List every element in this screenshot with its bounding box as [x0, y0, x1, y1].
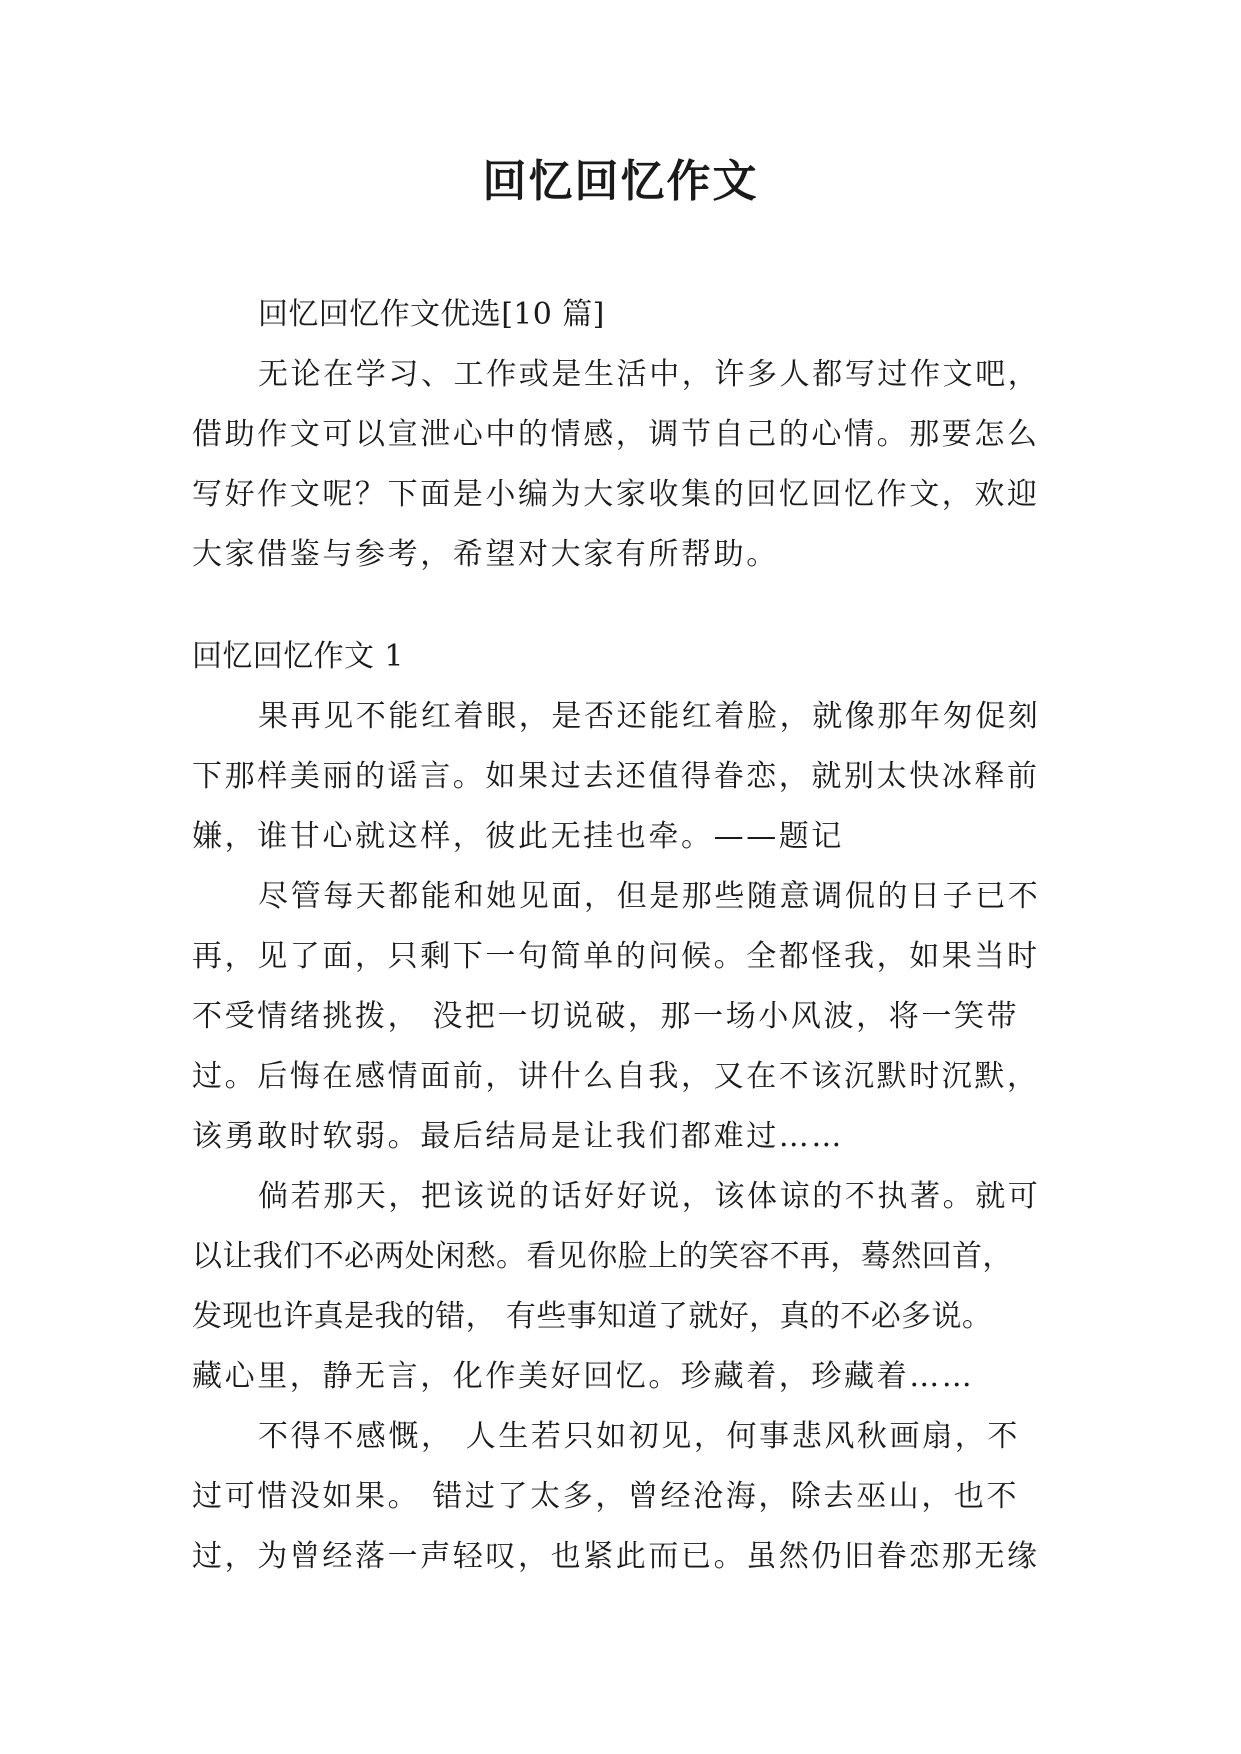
document-subtitle: 回忆回忆作文优选[10 篇] — [258, 297, 605, 332]
document-body — [192, 285, 1072, 1587]
paragraph-line: 发现也许真是我的错， 有些事知道了就好，真的不必多说。 — [192, 1299, 993, 1334]
paragraph-line: 藏心里，静无言，化作美好回忆。珍藏着，珍藏着…… — [192, 1359, 975, 1394]
document-title: 回忆回忆作文 — [482, 156, 759, 207]
paragraph-line: 倘若那天，把该说的话好好说，该体谅的不执著。就可 — [258, 1179, 1041, 1214]
essay-paragraph-3 — [192, 1167, 1072, 1407]
paragraph-line: 过。后悔在感情面前，讲什么自我，又在不该沉默时沉默， — [192, 1059, 1040, 1094]
intro-paragraph — [192, 345, 1072, 585]
paragraph-line: 过可惜没如果。 错过了太多，曾经沧海，除去巫山，也不 — [192, 1479, 1020, 1514]
intro-line: 写好作文呢？下面是小编为大家收集的回忆回忆作文，欢迎 — [192, 477, 1040, 512]
intro-line: 借助作文可以宣泄心中的情感，调节自己的心情。那要怎么 — [192, 417, 1040, 452]
essay-paragraph-1 — [192, 687, 1072, 867]
paragraph-line: 该勇敢时软弱。最后结局是让我们都难过…… — [192, 1119, 844, 1154]
paragraph-line: 以让我们不必两处闲愁。看见你脸上的笑容不再，蓦然回首， — [192, 1239, 1013, 1274]
intro-line: 无论在学习、工作或是生活中，许多人都写过作文吧， — [258, 357, 1041, 392]
essay-paragraph-4 — [192, 1407, 1072, 1587]
paragraph-line: 不得不感慨， 人生若只如初见，何事悲风秋画扇，不 — [258, 1419, 1020, 1454]
paragraph-line: 尽管每天都能和她见面，但是那些随意调侃的日子已不 — [258, 879, 1041, 914]
section-heading: 回忆回忆作文 1 — [192, 639, 404, 674]
intro-line: 大家借鉴与参考，希望对大家有所帮助。 — [192, 537, 779, 572]
paragraph-line: 不受情绪挑拨， 没把一切说破，那一场小风波，将一笑带 — [192, 999, 1020, 1034]
paragraph-line: 果再见不能红着眼，是否还能红着脸，就像那年匆促刻 — [258, 699, 1041, 734]
paragraph-line: 过，为曾经落一声轻叹，也紧此而已。虽然仍旧眷恋那无缘 — [192, 1539, 1040, 1574]
paragraph-line: 下那样美丽的谣言。如果过去还值得眷恋，就别太快冰释前 — [192, 759, 1040, 794]
essay-paragraph-2 — [192, 867, 1072, 1167]
section-gap — [192, 585, 1072, 627]
paragraph-line: 再，见了面，只剩下一句简单的问候。全都怪我，如果当时 — [192, 939, 1040, 974]
paragraph-line: 嫌，谁甘心就这样，彼此无挂也牵。——题记 — [192, 819, 844, 854]
